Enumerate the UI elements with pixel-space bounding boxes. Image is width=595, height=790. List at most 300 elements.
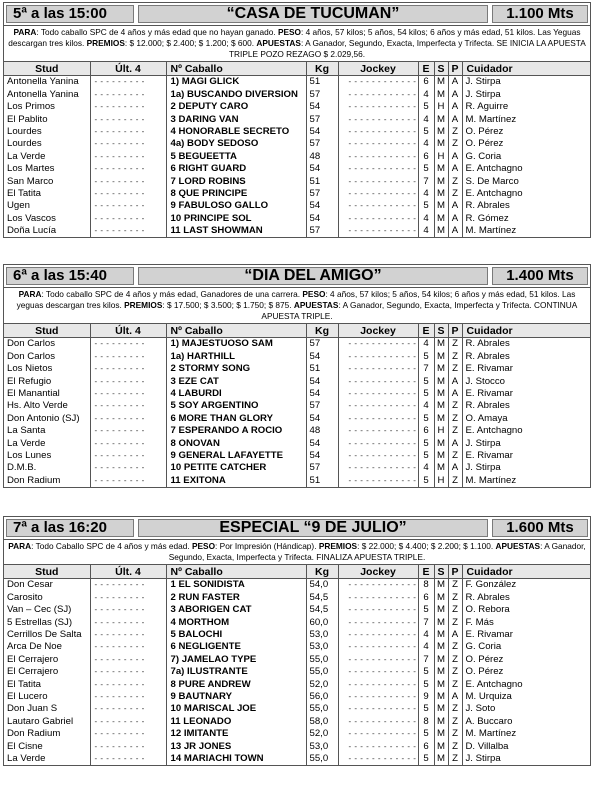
prizes-text: : $ 22.000; $ 4.400; $ 2.200; $ 1.100. bbox=[357, 541, 494, 551]
horse-name: 3 DARING VAN bbox=[166, 113, 306, 125]
col-header-e: E bbox=[418, 324, 434, 338]
table-row bbox=[4, 138, 590, 150]
trainer-name: O. Amaya bbox=[462, 412, 590, 424]
coat: A bbox=[448, 212, 462, 224]
sex: M bbox=[434, 437, 448, 449]
bets-text: : A Ganador, Segundo, Exacta, Imperfecta y Trifecta. FINALIZA APUESTA TRIPLE. bbox=[168, 541, 586, 562]
age: 4 bbox=[418, 462, 434, 474]
weight-kg: 57 bbox=[306, 113, 338, 125]
stud-name: El Cisne bbox=[7, 740, 43, 752]
race-distance: 1.400 Mts bbox=[492, 267, 588, 285]
trainer-name: E. Antchagno bbox=[462, 163, 590, 175]
jockey-placeholder: - - - - - - - - - - - - bbox=[338, 629, 418, 641]
last-four-placeholder: - - - - - - - - - bbox=[90, 450, 166, 462]
stud-name: El Tatita bbox=[7, 678, 41, 690]
jockey-placeholder: - - - - - - - - - - - - bbox=[338, 225, 418, 237]
trainer-name: F. Más bbox=[462, 616, 590, 628]
weight-kg: 48 bbox=[306, 425, 338, 437]
sex: M bbox=[434, 163, 448, 175]
weight-kg: 54 bbox=[306, 412, 338, 424]
stud-name: Los Martes bbox=[7, 163, 55, 175]
weight-kg: 54 bbox=[306, 437, 338, 449]
last-four-placeholder: - - - - - - - - - bbox=[90, 591, 166, 603]
weight-kg: 51 bbox=[306, 175, 338, 187]
race-time: 5ª a las 15:00 bbox=[6, 5, 134, 23]
stud-name: Hs. Alto Verde bbox=[7, 400, 68, 412]
last-four-placeholder: - - - - - - - - - bbox=[90, 691, 166, 703]
horse-name: 7 LORD ROBINS bbox=[166, 175, 306, 187]
weight-kg: 55,0 bbox=[306, 752, 338, 764]
last-four-placeholder: - - - - - - - - - bbox=[90, 616, 166, 628]
stud-name: Ugen bbox=[7, 200, 30, 212]
horse-name: 5 BEGUEETTA bbox=[166, 150, 306, 162]
last-four-placeholder: - - - - - - - - - bbox=[90, 175, 166, 187]
table-row bbox=[4, 641, 590, 653]
weight-kg: 48 bbox=[306, 150, 338, 162]
sex: M bbox=[434, 691, 448, 703]
age: 5 bbox=[418, 604, 434, 616]
jockey-placeholder: - - - - - - - - - - - - bbox=[338, 76, 418, 89]
stud-name: La Verde bbox=[7, 437, 46, 449]
table-row bbox=[4, 375, 590, 387]
weight-kg: 54 bbox=[306, 375, 338, 387]
horse-name: 11 LEONADO bbox=[166, 715, 306, 727]
horse-name: 1) MAJESTUOSO SAM bbox=[166, 338, 306, 351]
sex: M bbox=[434, 728, 448, 740]
jockey-placeholder: - - - - - - - - - - - - bbox=[338, 338, 418, 351]
coat: A bbox=[448, 200, 462, 212]
age: 5 bbox=[418, 678, 434, 690]
age: 5 bbox=[418, 412, 434, 424]
weight-kg: 53,0 bbox=[306, 629, 338, 641]
stud-name: El Manantial bbox=[7, 388, 60, 399]
weights-text: : Por Impresión (Hándicap). bbox=[215, 541, 317, 551]
trainer-name: O. Pérez bbox=[462, 653, 590, 665]
trainer-name: J. Stocco bbox=[462, 375, 590, 387]
jockey-placeholder: - - - - - - - - - - - - bbox=[338, 616, 418, 628]
stud-name: D.M.B. bbox=[7, 462, 37, 474]
horse-name: 7 ESPERANDO A ROCIO bbox=[166, 425, 306, 437]
trainer-name: M. Urquiza bbox=[462, 691, 590, 703]
horse-name: 10 PRINCIPE SOL bbox=[166, 212, 306, 224]
jockey-placeholder: - - - - - - - - - - - - bbox=[338, 188, 418, 200]
last-four-placeholder: - - - - - - - - - bbox=[90, 462, 166, 474]
sex: M bbox=[434, 212, 448, 224]
trainer-name: J. Stirpa bbox=[462, 88, 590, 100]
jockey-placeholder: - - - - - - - - - - - - bbox=[338, 400, 418, 412]
table-row bbox=[4, 653, 590, 665]
race-distance: 1.100 Mts bbox=[492, 5, 588, 23]
jockey-placeholder: - - - - - - - - - - - - bbox=[338, 591, 418, 603]
race-block bbox=[3, 2, 591, 238]
jockey-placeholder: - - - - - - - - - - - - bbox=[338, 412, 418, 424]
sex: M bbox=[434, 450, 448, 462]
trainer-name: O. Pérez bbox=[462, 138, 590, 150]
coat: Z bbox=[448, 641, 462, 653]
jockey-placeholder: - - - - - - - - - - - - bbox=[338, 350, 418, 362]
age: 7 bbox=[418, 363, 434, 375]
col-header-p: P bbox=[448, 565, 462, 579]
sex: M bbox=[434, 412, 448, 424]
col-header-last4: Últ. 4 bbox=[90, 62, 166, 76]
stud-name: Don Carlos bbox=[7, 350, 55, 362]
col-header-e: E bbox=[418, 565, 434, 579]
trainer-name: G. Coria bbox=[462, 641, 590, 653]
trainer-name: O. Rebora bbox=[462, 604, 590, 616]
sex: M bbox=[434, 703, 448, 715]
sex: M bbox=[434, 126, 448, 138]
coat: Z bbox=[448, 363, 462, 375]
age: 4 bbox=[418, 400, 434, 412]
horse-name: 6 NEGLIGENTE bbox=[166, 641, 306, 653]
jockey-placeholder: - - - - - - - - - - - - bbox=[338, 666, 418, 678]
jockey-placeholder: - - - - - - - - - - - - bbox=[338, 113, 418, 125]
horse-name: 10 MARISCAL JOE bbox=[166, 703, 306, 715]
age: 5 bbox=[418, 728, 434, 740]
weight-kg: 53,0 bbox=[306, 740, 338, 752]
col-header-stud: Stud bbox=[4, 62, 90, 76]
weights-text: : 4 años, 57 kilos; 5 años, 54 kilos; 6 años y más edad, 51 kilos. Las Yeguas descargan tres kilos. bbox=[8, 27, 581, 48]
stud-name: Don Juan S bbox=[7, 703, 58, 715]
coat: Z bbox=[448, 400, 462, 412]
sex: M bbox=[434, 616, 448, 628]
coat: Z bbox=[448, 715, 462, 727]
horse-name: 4a) BODY SEDOSO bbox=[166, 138, 306, 150]
sex: M bbox=[434, 338, 448, 351]
horse-name: 4 HONORABLE SECRETO bbox=[166, 126, 306, 138]
sex: M bbox=[434, 138, 448, 150]
stud-name: Don Antonio (SJ) bbox=[7, 412, 80, 424]
conditions-text: : Todo Caballo SPC de 4 años y más edad. bbox=[31, 541, 190, 551]
horse-name: 8 QUE PRINCIPE bbox=[166, 188, 306, 200]
weight-kg: 53,0 bbox=[306, 641, 338, 653]
table-header bbox=[4, 324, 590, 338]
coat: A bbox=[448, 150, 462, 162]
age: 4 bbox=[418, 188, 434, 200]
bets-label: APUESTAS bbox=[256, 38, 301, 48]
weight-kg: 52,0 bbox=[306, 728, 338, 740]
trainer-name: M. Martínez bbox=[462, 728, 590, 740]
weight-kg: 54,5 bbox=[306, 591, 338, 603]
age: 5 bbox=[418, 163, 434, 175]
stud-name: El Pablito bbox=[7, 113, 48, 125]
col-header-horse: Nº Caballo bbox=[166, 565, 306, 579]
horse-name: 11 EXITONA bbox=[166, 474, 306, 486]
sex: M bbox=[434, 200, 448, 212]
last-four-placeholder: - - - - - - - - - bbox=[90, 474, 166, 486]
col-header-trainer: Cuidador bbox=[462, 62, 590, 76]
coat: A bbox=[448, 113, 462, 125]
bets-label: APUESTAS bbox=[495, 541, 541, 551]
conditions-label: PARA bbox=[13, 27, 37, 37]
sex: M bbox=[434, 175, 448, 187]
stud-name: Antonella Yanina bbox=[7, 76, 79, 88]
weight-kg: 51 bbox=[306, 474, 338, 486]
weight-kg: 51 bbox=[306, 76, 338, 89]
trainer-name: M. Martínez bbox=[462, 113, 590, 125]
age: 5 bbox=[418, 388, 434, 400]
race-block bbox=[3, 264, 591, 488]
sex: M bbox=[434, 653, 448, 665]
age: 5 bbox=[418, 375, 434, 387]
horse-name: 2 DEPUTY CARO bbox=[166, 101, 306, 113]
stud-name: Carosito bbox=[7, 591, 43, 603]
col-header-last4: Últ. 4 bbox=[90, 324, 166, 338]
sex: M bbox=[434, 629, 448, 641]
weights-label: PESO bbox=[302, 289, 326, 299]
trainer-name: E. Rivamar bbox=[462, 388, 590, 400]
stud-name: El Tatita bbox=[7, 187, 41, 199]
horse-name: 3 ABORIGEN CAT bbox=[166, 604, 306, 616]
stud-name: Lourdes bbox=[7, 126, 42, 137]
col-header-horse: Nº Caballo bbox=[166, 62, 306, 76]
last-four-placeholder: - - - - - - - - - bbox=[90, 375, 166, 387]
stud-name: Don Radium bbox=[7, 728, 61, 740]
stud-name: Lautaro Gabriel bbox=[7, 715, 74, 727]
bets-text: : A Ganador, Segundo, Exacta, Imperfecta y Trifecta. CONTINUA APUESTA TRIPLE. bbox=[261, 300, 578, 321]
col-header-stud: Stud bbox=[4, 324, 90, 338]
stud-name: San Marco bbox=[7, 175, 54, 187]
jockey-placeholder: - - - - - - - - - - - - bbox=[338, 212, 418, 224]
table-row bbox=[4, 616, 590, 628]
coat: Z bbox=[448, 728, 462, 740]
race-name: ESPECIAL “9 DE JULIO” bbox=[138, 519, 488, 537]
sex: M bbox=[434, 604, 448, 616]
table-row bbox=[4, 388, 590, 400]
trainer-name: E. Rivamar bbox=[462, 450, 590, 462]
table-row bbox=[4, 400, 590, 412]
stud-name: La Verde bbox=[7, 150, 46, 162]
jockey-placeholder: - - - - - - - - - - - - bbox=[338, 678, 418, 690]
last-four-placeholder: - - - - - - - - - bbox=[90, 666, 166, 678]
conditions-label: PARA bbox=[18, 289, 42, 299]
weight-kg: 60,0 bbox=[306, 616, 338, 628]
coat: A bbox=[448, 388, 462, 400]
trainer-name: M. Martínez bbox=[462, 225, 590, 237]
horse-name: 13 JR JONES bbox=[166, 740, 306, 752]
weight-kg: 54 bbox=[306, 200, 338, 212]
table-row bbox=[4, 113, 590, 125]
trainer-name: J. Soto bbox=[462, 703, 590, 715]
sex: M bbox=[434, 740, 448, 752]
weight-kg: 57 bbox=[306, 462, 338, 474]
jockey-placeholder: - - - - - - - - - - - - bbox=[338, 474, 418, 486]
weight-kg: 55,0 bbox=[306, 703, 338, 715]
coat: Z bbox=[448, 188, 462, 200]
stud-name: La Verde bbox=[7, 752, 46, 764]
jockey-placeholder: - - - - - - - - - - - - bbox=[338, 715, 418, 727]
last-four-placeholder: - - - - - - - - - bbox=[90, 715, 166, 727]
horse-name: 14 MARIACHI TOWN bbox=[166, 752, 306, 764]
trainer-name: J. Stirpa bbox=[462, 752, 590, 764]
trainer-name: R. Gómez bbox=[462, 212, 590, 224]
age: 6 bbox=[418, 150, 434, 162]
age: 4 bbox=[418, 88, 434, 100]
sex: M bbox=[434, 579, 448, 592]
last-four-placeholder: - - - - - - - - - bbox=[90, 641, 166, 653]
coat: Z bbox=[448, 425, 462, 437]
age: 5 bbox=[418, 350, 434, 362]
age: 9 bbox=[418, 691, 434, 703]
horse-name: 12 IMITANTE bbox=[166, 728, 306, 740]
trainer-name: O. Pérez bbox=[462, 666, 590, 678]
table-row bbox=[4, 350, 590, 362]
table-row bbox=[4, 126, 590, 138]
horse-name: 1a) HARTHILL bbox=[166, 350, 306, 362]
trainer-name: R. Abrales bbox=[462, 200, 590, 212]
stud-name: Los Primos bbox=[7, 101, 55, 113]
horse-name: 9 FABULOSO GALLO bbox=[166, 200, 306, 212]
horse-name: 7a) ILUSTRANTE bbox=[166, 666, 306, 678]
race-name: “CASA DE TUCUMÁN” bbox=[138, 5, 488, 23]
horse-name: 10 PETITE CATCHER bbox=[166, 462, 306, 474]
jockey-placeholder: - - - - - - - - - - - - bbox=[338, 101, 418, 113]
age: 6 bbox=[418, 740, 434, 752]
stud-name: Lourdes bbox=[7, 138, 42, 150]
horse-name: 1a) BUSCANDO DIVERSION bbox=[166, 88, 306, 100]
weight-kg: 54 bbox=[306, 101, 338, 113]
age: 8 bbox=[418, 579, 434, 592]
coat: Z bbox=[448, 740, 462, 752]
weights-label: PESO bbox=[191, 541, 216, 551]
last-four-placeholder: - - - - - - - - - bbox=[90, 88, 166, 100]
table-row bbox=[4, 691, 590, 703]
sex: H bbox=[434, 474, 448, 486]
trainer-name: J. Stirpa bbox=[462, 76, 590, 89]
stud-name: Antonella Yanina bbox=[7, 88, 79, 100]
last-four-placeholder: - - - - - - - - - bbox=[90, 126, 166, 138]
table-row bbox=[4, 212, 590, 224]
sex: M bbox=[434, 363, 448, 375]
conditions-label: PARA bbox=[8, 541, 32, 551]
coat: Z bbox=[448, 653, 462, 665]
table-row bbox=[4, 740, 590, 752]
jockey-placeholder: - - - - - - - - - - - - bbox=[338, 752, 418, 764]
sex: H bbox=[434, 425, 448, 437]
jockey-placeholder: - - - - - - - - - - - - bbox=[338, 641, 418, 653]
last-four-placeholder: - - - - - - - - - bbox=[90, 425, 166, 437]
trainer-name: E. Rivamar bbox=[462, 629, 590, 641]
coat: A bbox=[448, 462, 462, 474]
conditions-text: : Todo caballo SPC de 4 años y más edad, Ganadores de una carrera. bbox=[41, 289, 301, 299]
trainer-name: E. Antchagno bbox=[462, 425, 590, 437]
conditions-text: : Todo caballo SPC de 4 años y más edad que no hayan ganado. bbox=[36, 27, 276, 37]
jockey-placeholder: - - - - - - - - - - - - bbox=[338, 653, 418, 665]
stud-name: Los Lunes bbox=[7, 449, 52, 461]
table-row bbox=[4, 591, 590, 603]
trainer-name: R. Aguirre bbox=[462, 101, 590, 113]
weight-kg: 55,0 bbox=[306, 666, 338, 678]
coat: A bbox=[448, 88, 462, 100]
age: 5 bbox=[418, 703, 434, 715]
trainer-name: E. Rivamar bbox=[462, 363, 590, 375]
stud-name: Van – Cec (SJ) bbox=[7, 604, 72, 616]
stud-name: Los Nietos bbox=[7, 363, 53, 375]
weight-kg: 54 bbox=[306, 350, 338, 362]
table-row bbox=[4, 200, 590, 212]
coat: Z bbox=[448, 752, 462, 764]
sex: M bbox=[434, 400, 448, 412]
sex: M bbox=[434, 462, 448, 474]
jockey-placeholder: - - - - - - - - - - - - bbox=[338, 579, 418, 592]
weight-kg: 57 bbox=[306, 88, 338, 100]
table-row bbox=[4, 175, 590, 187]
col-header-horse: Nº Caballo bbox=[166, 324, 306, 338]
jockey-placeholder: - - - - - - - - - - - - bbox=[338, 604, 418, 616]
coat: A bbox=[448, 691, 462, 703]
table-row bbox=[4, 437, 590, 449]
coat: Z bbox=[448, 666, 462, 678]
stud-name: El Lucero bbox=[7, 690, 48, 702]
sex: M bbox=[434, 641, 448, 653]
race-distance: 1.600 Mts bbox=[492, 519, 588, 537]
table-row bbox=[4, 666, 590, 678]
table-row bbox=[4, 728, 590, 740]
coat: A bbox=[448, 101, 462, 113]
col-header-trainer: Cuidador bbox=[462, 324, 590, 338]
last-four-placeholder: - - - - - - - - - bbox=[90, 363, 166, 375]
weight-kg: 57 bbox=[306, 400, 338, 412]
col-header-kg: Kg bbox=[306, 565, 338, 579]
last-four-placeholder: - - - - - - - - - bbox=[90, 138, 166, 150]
weight-kg: 58,0 bbox=[306, 715, 338, 727]
weight-kg: 54 bbox=[306, 212, 338, 224]
coat: Z bbox=[448, 338, 462, 351]
coat: Z bbox=[448, 604, 462, 616]
last-four-placeholder: - - - - - - - - - bbox=[90, 400, 166, 412]
coat: A bbox=[448, 76, 462, 89]
sex: H bbox=[434, 101, 448, 113]
jockey-placeholder: - - - - - - - - - - - - bbox=[338, 437, 418, 449]
col-header-jockey: Jockey bbox=[338, 62, 418, 76]
last-four-placeholder: - - - - - - - - - bbox=[90, 200, 166, 212]
coat: Z bbox=[448, 591, 462, 603]
jockey-placeholder: - - - - - - - - - - - - bbox=[338, 138, 418, 150]
coat: Z bbox=[448, 450, 462, 462]
last-four-placeholder: - - - - - - - - - bbox=[90, 188, 166, 200]
table-row bbox=[4, 150, 590, 162]
horse-name: 7) JAMELAO TYPE bbox=[166, 653, 306, 665]
last-four-placeholder: - - - - - - - - - bbox=[90, 579, 166, 592]
trainer-name: R. Abrales bbox=[462, 591, 590, 603]
table-header bbox=[4, 565, 590, 579]
trainer-name: E. Antchagno bbox=[462, 188, 590, 200]
stud-name: Cerrillos De Salta bbox=[7, 629, 82, 640]
stud-name: La Santa bbox=[7, 425, 46, 437]
last-four-placeholder: - - - - - - - - - bbox=[90, 150, 166, 162]
coat: A bbox=[448, 375, 462, 387]
sex: M bbox=[434, 715, 448, 727]
last-four-placeholder: - - - - - - - - - bbox=[90, 350, 166, 362]
table-row bbox=[4, 88, 590, 100]
last-four-placeholder: - - - - - - - - - bbox=[90, 412, 166, 424]
age: 4 bbox=[418, 138, 434, 150]
jockey-placeholder: - - - - - - - - - - - - bbox=[338, 163, 418, 175]
coat: Z bbox=[448, 126, 462, 138]
last-four-placeholder: - - - - - - - - - bbox=[90, 629, 166, 641]
table-row bbox=[4, 363, 590, 375]
trainer-name: S. De Marco bbox=[462, 175, 590, 187]
last-four-placeholder: - - - - - - - - - bbox=[90, 338, 166, 351]
coat: Z bbox=[448, 138, 462, 150]
prizes-label: PREMIOS bbox=[86, 38, 125, 48]
age: 5 bbox=[418, 200, 434, 212]
trainer-name: R. Abrales bbox=[462, 350, 590, 362]
weight-kg: 57 bbox=[306, 225, 338, 237]
last-four-placeholder: - - - - - - - - - bbox=[90, 728, 166, 740]
jockey-placeholder: - - - - - - - - - - - - bbox=[338, 375, 418, 387]
col-header-p: P bbox=[448, 324, 462, 338]
